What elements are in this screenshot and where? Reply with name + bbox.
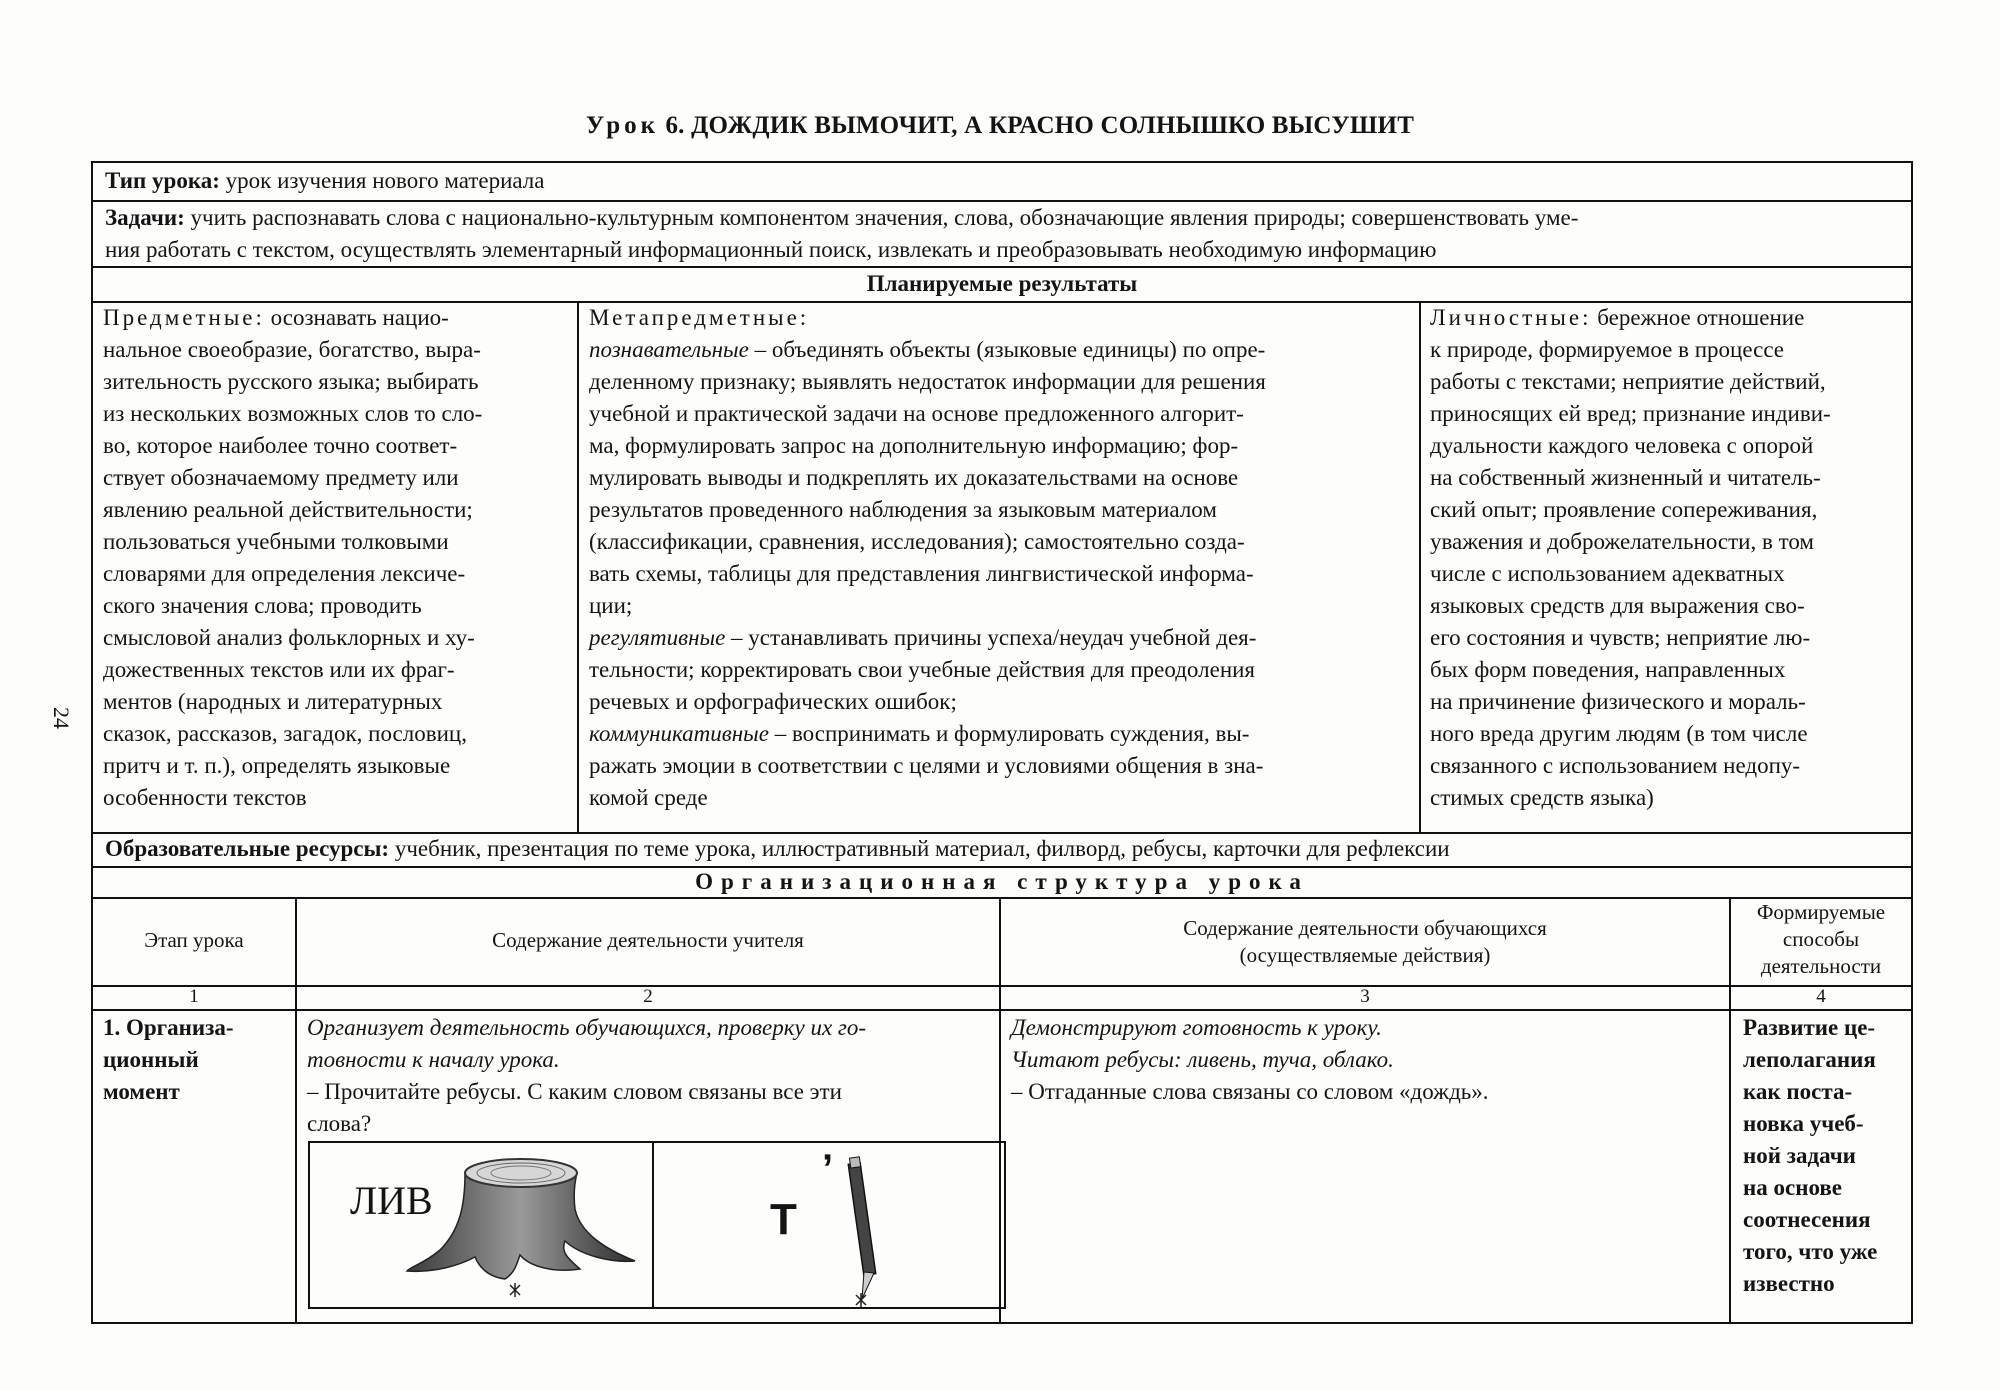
meta-line: деленному признаку; выявлять недостаток информации для решения — [589, 369, 1266, 394]
lesson-title — [0, 112, 2000, 140]
student-line: – Отгаданные слова связаны со словом «дождь». — [1011, 1079, 1489, 1104]
subject-line: из нескольких возможных слов то сло- — [103, 401, 483, 426]
skills-cell — [1743, 1012, 1911, 1300]
column-number: 3 — [1360, 986, 1370, 1007]
teacher-line: Организует деятельность обучающихся, проверку их го- — [307, 1015, 867, 1040]
teacher-line: слова? — [307, 1111, 372, 1136]
rebus-right — [654, 1143, 1004, 1307]
stage-line: 1. Организа- — [103, 1015, 234, 1040]
column-header-teacher — [297, 915, 999, 954]
student-line: Читают ребусы: ливень, туча, облако. — [1011, 1047, 1394, 1072]
meta-line: – объединять объекты (языковые единицы) по опре- — [754, 337, 1266, 362]
rebus-comma: ’ — [822, 1147, 834, 1191]
rebus-box — [308, 1141, 1006, 1309]
skills-line: новка учеб- — [1743, 1111, 1864, 1136]
title-prefix: Урок — [585, 112, 660, 139]
column-header-line: Содержание деятельности обучающихся — [1183, 916, 1547, 940]
teacher-line: – Прочитайте ребусы. С каким словом связаны все эти — [307, 1079, 842, 1104]
meta-line: тельности; корректировать свои учебные действия для преодоления — [589, 657, 1256, 682]
subject-line: нальное своеобразие, богатство, выра- — [103, 337, 481, 362]
subject-line: смысловой анализ фольклорных и ху- — [103, 625, 475, 650]
subject-line: ментов (народных и литературных — [103, 689, 443, 714]
personal-line: на причинение физического и мораль- — [1430, 689, 1806, 714]
meta-line: мулировать выводы и подкреплять их доказательствами на основе — [589, 465, 1239, 490]
meta-line: речевых и орфографических ошибок; — [589, 689, 957, 714]
meta-line: (классификации, сравнения, исследования); самостоятельно созда- — [589, 529, 1245, 554]
personal-line: работы с текстами; неприятие действий, — [1430, 369, 1826, 394]
personal-line: связанного с использованием недопу- — [1430, 753, 1801, 778]
communicative-label: коммуникативные — [589, 721, 769, 746]
tree-stump-icon — [405, 1145, 645, 1305]
tasks-line-2: ния работать с текстом, осуществлять элементарный информационный поиск, извлекать и преобразовывать необходимую информацию — [105, 237, 1437, 262]
column-header-line: Этап урока — [144, 928, 244, 952]
subject-line: особенности текстов — [103, 785, 307, 810]
stage-cell — [103, 1012, 293, 1108]
column-header-line: Содержание деятельности учителя — [492, 928, 804, 952]
lesson-type-row — [105, 165, 1905, 197]
column-header-skills — [1731, 899, 1911, 980]
title-text: 6. ДОЖДИК ВЫМОЧИТ, А КРАСНО СОЛНЫШКО ВЫСУШИТ — [665, 112, 1415, 139]
subject-line: явлению реальной действительности; — [103, 497, 473, 522]
column-number: 1 — [189, 986, 199, 1007]
personal-line: бережное отношение — [1597, 305, 1805, 330]
column-header-line: Формируемые — [1756, 900, 1886, 924]
skills-line: Развитие це- — [1743, 1015, 1876, 1040]
tasks-label: Задачи: — [105, 205, 185, 230]
skills-line: известно — [1743, 1271, 1835, 1296]
subject-line: во, которое наиболее точно соответ- — [103, 433, 458, 458]
subject-results — [103, 302, 573, 814]
student-activity-cell — [1011, 1012, 1727, 1108]
lesson-type-value: урок изучения нового материала — [225, 168, 545, 193]
subject-line: сказок, рассказов, загадок, пословиц, — [103, 721, 467, 746]
resources-label: Образовательные ресурсы: — [105, 836, 390, 861]
regulatory-label: регулятивные — [589, 625, 726, 650]
subject-line: дожественных текстов или их фраг- — [103, 657, 455, 682]
personal-label: Личностные: — [1430, 305, 1592, 330]
personal-line: числе с использованием адекватных — [1430, 561, 1785, 586]
tasks-line-1: учить распознавать слова с национально-культурным компонентом значения, слова, обозначающие явления природы; совершенствовать уме- — [190, 205, 1579, 230]
column-header-stage — [93, 915, 295, 954]
meta-label: Метапредметные: — [589, 305, 810, 330]
personal-line: к природе, формируемое в процессе — [1430, 337, 1785, 362]
subject-label: Предметные: — [103, 305, 265, 330]
subject-line: ского значения слова; проводить — [103, 593, 422, 618]
meta-line: ма, формулировать запрос на дополнительную информацию; фор- — [589, 433, 1239, 458]
personal-line: на собственный жизненный и читатель- — [1430, 465, 1821, 490]
column-number: 4 — [1816, 986, 1826, 1007]
meta-line: комой среде — [589, 785, 708, 810]
stage-line: момент — [103, 1079, 180, 1104]
teacher-line: товности к началу урока. — [307, 1047, 560, 1072]
skills-line: соотнесения — [1743, 1207, 1871, 1232]
column-header-line: деятельности — [1760, 954, 1882, 978]
personal-line: ский опыт; проявление сопереживания, — [1430, 497, 1818, 522]
subject-line: словарями для определения лексиче- — [103, 561, 466, 586]
subject-line: ствует обозначаемому предмету или — [103, 465, 459, 490]
cognitive-label: познавательные — [589, 337, 749, 362]
meta-results — [589, 302, 1415, 814]
stage-line: ционный — [103, 1047, 199, 1072]
personal-line: бых форм поведения, направленных — [1430, 657, 1786, 682]
personal-line: уважения и доброжелательности, в том — [1430, 529, 1814, 554]
resources-value: учебник, презентация по теме урока, иллюстративный материал, филворд, ребусы, карточки для рефлексии — [394, 836, 1450, 861]
rebus-right-text: Т — [770, 1195, 797, 1244]
meta-line: учебной и практической задачи на основе предложенного алгорит- — [589, 401, 1244, 426]
personal-line: стимых средств языка) — [1430, 785, 1654, 810]
skills-line: ной задачи — [1743, 1143, 1856, 1168]
skills-line: как поста- — [1743, 1079, 1853, 1104]
personal-line: языковых средств для выражения сво- — [1430, 593, 1805, 618]
page-number: 24 — [49, 707, 74, 729]
teacher-activity-cell — [307, 1012, 997, 1140]
subject-line: притч и т. п.), определять языковые — [103, 753, 451, 778]
meta-line: – воспринимать и формулировать суждения, вы- — [774, 721, 1250, 746]
skills-line: леполагания — [1743, 1047, 1876, 1072]
structure-header: Организационная структура урока — [695, 869, 1309, 894]
lesson-type-label: Тип урока: — [105, 168, 220, 193]
subject-line: осознавать нацио- — [270, 305, 449, 330]
meta-line: ции; — [589, 593, 633, 618]
planned-results-header: Планируемые результаты — [866, 271, 1138, 296]
personal-results — [1430, 302, 1910, 814]
personal-line: его состояния и чувств; неприятие лю- — [1430, 625, 1811, 650]
column-header-line: способы — [1782, 927, 1860, 951]
rebus-left — [310, 1143, 654, 1307]
column-header-line: (осуществляемые действия) — [1239, 943, 1491, 967]
column-number: 2 — [643, 986, 653, 1007]
skills-line: на основе — [1743, 1175, 1843, 1200]
meta-line: ражать эмоции в соответствии с целями и условиями общения в зна- — [589, 753, 1264, 778]
subject-line: пользоваться учебными толковыми — [103, 529, 449, 554]
pencil-icon — [834, 1149, 894, 1309]
skills-line: того, что уже — [1743, 1239, 1878, 1264]
meta-line: результатов проведенного наблюдения за языковым материалом — [589, 497, 1217, 522]
meta-line: – устанавливать причины успеха/неудач учебной дея- — [731, 625, 1257, 650]
personal-line: дуальности каждого человека с опорой — [1430, 433, 1814, 458]
tasks-row — [105, 202, 1905, 266]
subject-line: зительность русского языка; выбирать — [103, 369, 479, 394]
column-header-students — [1001, 915, 1729, 969]
student-line: Демонстрируют готовность к уроку. — [1011, 1015, 1382, 1040]
personal-line: ного вреда другим людям (в том числе — [1430, 721, 1808, 746]
rebus-left-text: ЛИВ — [350, 1178, 433, 1223]
personal-line: приносящих ей вред; признание индиви- — [1430, 401, 1831, 426]
meta-line: вать схемы, таблицы для представления лингвистической информа- — [589, 561, 1254, 586]
resources-row — [105, 833, 1905, 865]
